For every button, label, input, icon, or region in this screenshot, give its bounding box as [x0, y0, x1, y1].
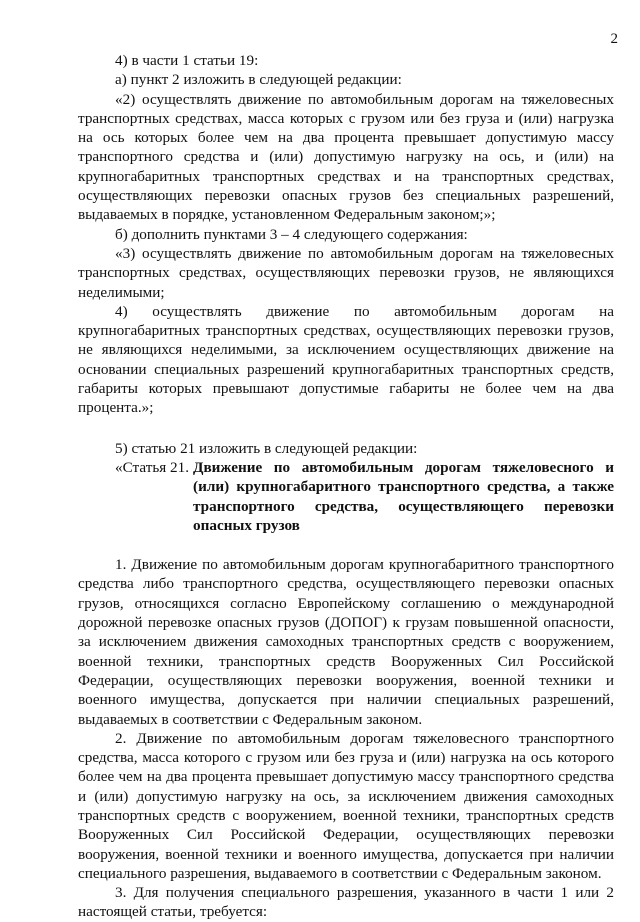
paragraph-subitem-a: а) пункт 2 изложить в следующей редакции:: [115, 71, 402, 89]
paragraph-item-4: 4) в части 1 статьи 19:: [115, 52, 259, 69]
article-heading: [115, 458, 614, 535]
paragraph-point-4: 4) осуществлять движение по автомобильным дорогам на крупногабаритных транспортных средствах, осуществляющих перевозки грузов, не являющихся неделимыми, за исключением осуществляющих движение на основании специальных разрешений крупногабаритных транспортных средств, габариты которых превышают допустимые габариты не более чем на два процента.»;: [78, 302, 614, 417]
paragraph-part-1: 1. Движение по автомобильным дорогам крупногабаритного транспортного средства либо транспортного средства, осуществляющего перевозки опасных грузов, относящихся согласно Европейскому соглашению о международной дорожной перевозке опасных грузов (ДОПОГ) к грузам повышенной опасности, за исключением движения самоходных транспортных средств с вооружением, военной техники, транспортных средств Вооруженных Сил Российской Федерации, осуществляющих перевозки вооружения, военной техники и военного имущества, допускается при наличии специальных разрешений, выдаваемых в соответствии с Федеральным законом.: [78, 556, 614, 728]
paragraph-part-2: 2. Движение по автомобильным дорогам тяжеловесного транспортного средства, масса которого с грузом или без груза и (или) нагрузка на ось которого более чем на два процента превышает допустимую массу транспортного средства и (или) допустимую нагрузку на ось, за исключением движения самоходных транспортных средств с вооружением, военной техники, транспортных средств Вооруженных Сил Российской Федерации, осуществляющих перевозки вооружения, военной техники и военного имущества, допускается при наличии специального разрешения, выдаваемого в соответствии с Федеральным законом.: [78, 729, 614, 882]
article-number: «Статья 21.: [115, 458, 190, 476]
article-title: Движение по автомобильным дорогам тяжеловесного и (или) крупногабаритного транспортного средства, а также транспортного средства, осуществляющего перевозки опасных грузов: [193, 458, 614, 534]
page-number: 2: [610, 31, 618, 47]
paragraph-item-5: 5) статью 21 изложить в следующей редакции:: [115, 439, 418, 457]
paragraph-point-2: «2) осуществлять движение по автомобильным дорогам на тяжеловесных транспортных средствах, масса которых с грузом или без груза и (или) нагрузка на ось которых более чем на два процента превышает допустимую массу транспортного средства и (или) допустимую нагрузку на ось, и (или) на крупногабаритных транспортных средствах и на транспортных средствах, осуществляющих перевозки опасных грузов без специальных разрешений, выдаваемых в порядке, установленном Федеральным законом;»;: [78, 90, 614, 224]
paragraph-subitem-b: б) дополнить пунктами 3 – 4 следующего содержания:: [115, 225, 468, 243]
paragraph-point-3: «3) осуществлять движение по автомобильным дорогам на тяжеловесных транспортных средствах, осуществляющих перевозки грузов, не являющихся неделимыми;: [78, 244, 614, 301]
document-body: [78, 51, 614, 922]
paragraph-part-3: 3. Для получения специального разрешения, указанного в части 1 или 2 настоящей статьи, требуется:: [78, 884, 614, 921]
